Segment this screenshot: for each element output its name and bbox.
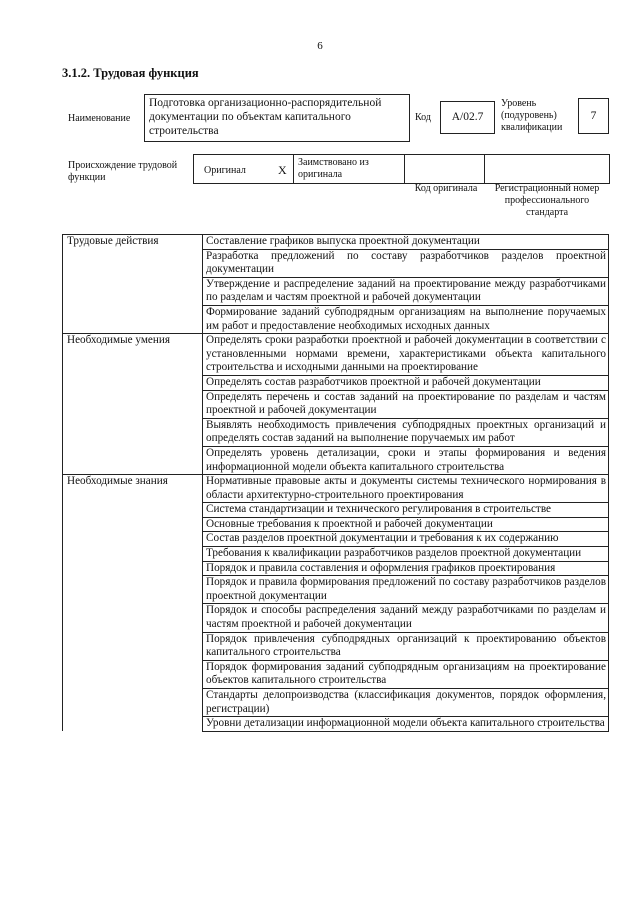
labor-function-table bbox=[62, 234, 609, 732]
section-cell-cont bbox=[63, 277, 203, 305]
table-row bbox=[63, 660, 609, 688]
table-row bbox=[63, 305, 609, 333]
list-item: Уровни детализации информационной модели объекта капитального строительства bbox=[203, 717, 609, 732]
list-item: Составление графиков выпуска проектной документации bbox=[203, 235, 609, 250]
section-cell-cont bbox=[63, 547, 203, 562]
list-item: Порядок и способы распределения заданий между разработчиками по разделам и частям проектной и рабочей документации bbox=[203, 604, 609, 632]
list-item: Выявлять необходимость привлечения субподрядных проектных организаций и определять состав заданий на выполнение поручаемых им работ bbox=[203, 418, 609, 446]
table-row bbox=[63, 632, 609, 660]
level-label: Уровень (подуровень) квалификации bbox=[501, 98, 563, 133]
table-row bbox=[63, 334, 609, 376]
list-item: Определять сроки разработки проектной и рабочей документации в соответствии с установленными нормами времени, характеристиками объекта капитального строительства и исходными данными на проектирование bbox=[203, 334, 609, 376]
table-row bbox=[63, 475, 609, 503]
borrowed-label: Заимствовано из оригинала bbox=[298, 157, 369, 180]
section-cell-cont bbox=[63, 632, 203, 660]
list-item: Формирование заданий субподрядным организациям на выполнение поручаемых им работ и предоставление необходимых исходных данных bbox=[203, 305, 609, 333]
list-item: Определять перечень и состав заданий на проектирование по разделам и частям проектной и рабочей документации bbox=[203, 390, 609, 418]
code-caption: Код оригинала bbox=[414, 183, 478, 194]
list-item: Требования к квалификации разработчиков разделов проектной документации bbox=[203, 547, 609, 562]
section-title-cell: Необходимые знания bbox=[63, 475, 203, 503]
table-row bbox=[63, 418, 609, 446]
list-item: Основные требования к проектной и рабочей документации bbox=[203, 517, 609, 532]
list-item: Утверждение и распределение заданий на проектирование между разработчиками по разделам и частям проектной и рабочей документации bbox=[203, 277, 609, 305]
section-cell-cont bbox=[63, 305, 203, 333]
table-row bbox=[63, 561, 609, 576]
section-title-cell: Трудовые действия bbox=[63, 235, 203, 250]
section-cell-cont bbox=[63, 517, 203, 532]
section-cell-cont bbox=[63, 249, 203, 277]
table-row bbox=[63, 689, 609, 717]
section-cell-cont bbox=[63, 576, 203, 604]
original-label: Оригинал bbox=[204, 165, 246, 176]
table-row bbox=[63, 277, 609, 305]
list-item: Порядок и правила составления и оформления графиков проектирования bbox=[203, 561, 609, 576]
section-cell-cont bbox=[63, 604, 203, 632]
table-row bbox=[63, 249, 609, 277]
list-item: Система стандартизации и технического регулирования в строительстве bbox=[203, 503, 609, 518]
section-cell-cont bbox=[63, 375, 203, 390]
code-label: Код bbox=[415, 112, 431, 123]
list-item: Стандарты делопроизводства (классификация документов, порядок оформления, регистрации) bbox=[203, 689, 609, 717]
table-row bbox=[63, 717, 609, 732]
section-title-cell: Необходимые умения bbox=[63, 334, 203, 376]
table-row bbox=[63, 235, 609, 250]
section-cell-cont bbox=[63, 717, 203, 732]
list-item: Порядок формирования заданий субподрядным организациям на проектирование объектов капитального строительства bbox=[203, 660, 609, 688]
list-item: Определять уровень детализации, сроки и этапы формирования и ведения информационной модели объекта капитального строительства bbox=[203, 446, 609, 474]
list-item: Нормативные правовые акты и документы системы технического нормирования в области архитектурно-строительного проектирования bbox=[203, 475, 609, 503]
list-item: Разработка предложений по составу разработчиков разделов проектной документации bbox=[203, 249, 609, 277]
origin-label: Происхождение трудовой функции bbox=[68, 160, 178, 183]
section-cell-cont bbox=[63, 532, 203, 547]
table-row bbox=[63, 517, 609, 532]
origin-table bbox=[193, 154, 610, 184]
section-title: 3.1.2. Трудовая функция bbox=[62, 66, 199, 80]
code-value: А/02.7 bbox=[440, 101, 495, 134]
table-row bbox=[63, 547, 609, 562]
table-row bbox=[63, 375, 609, 390]
section-cell-cont bbox=[63, 503, 203, 518]
list-item: Определять состав разработчиков проектной и рабочей документации bbox=[203, 375, 609, 390]
section-cell-cont bbox=[63, 390, 203, 418]
original-mark: X bbox=[278, 163, 287, 177]
section-cell-cont bbox=[63, 660, 203, 688]
table-row bbox=[63, 503, 609, 518]
name-label: Наименование bbox=[68, 113, 131, 124]
section-cell-cont bbox=[63, 689, 203, 717]
table-row bbox=[63, 532, 609, 547]
section-cell-cont bbox=[63, 561, 203, 576]
table-row bbox=[63, 576, 609, 604]
section-cell-cont bbox=[63, 446, 203, 474]
table-row bbox=[63, 604, 609, 632]
page-number: 6 bbox=[317, 40, 323, 52]
list-item: Состав разделов проектной документации и требования к их содержанию bbox=[203, 532, 609, 547]
table-row bbox=[63, 446, 609, 474]
list-item: Порядок привлечения субподрядных организаций к проектированию объектов капитального строительства bbox=[203, 632, 609, 660]
list-item: Порядок и правила формирования предложений по составу разработчиков разделов проектной документации bbox=[203, 576, 609, 604]
reg-caption: Регистрационный номер профессионального стандарта bbox=[494, 183, 600, 218]
section-cell-cont bbox=[63, 418, 203, 446]
name-value: Подготовка организационно-распорядительной документации по объектам капитального строительства bbox=[144, 94, 410, 142]
level-value: 7 bbox=[578, 98, 609, 134]
table-row bbox=[63, 390, 609, 418]
